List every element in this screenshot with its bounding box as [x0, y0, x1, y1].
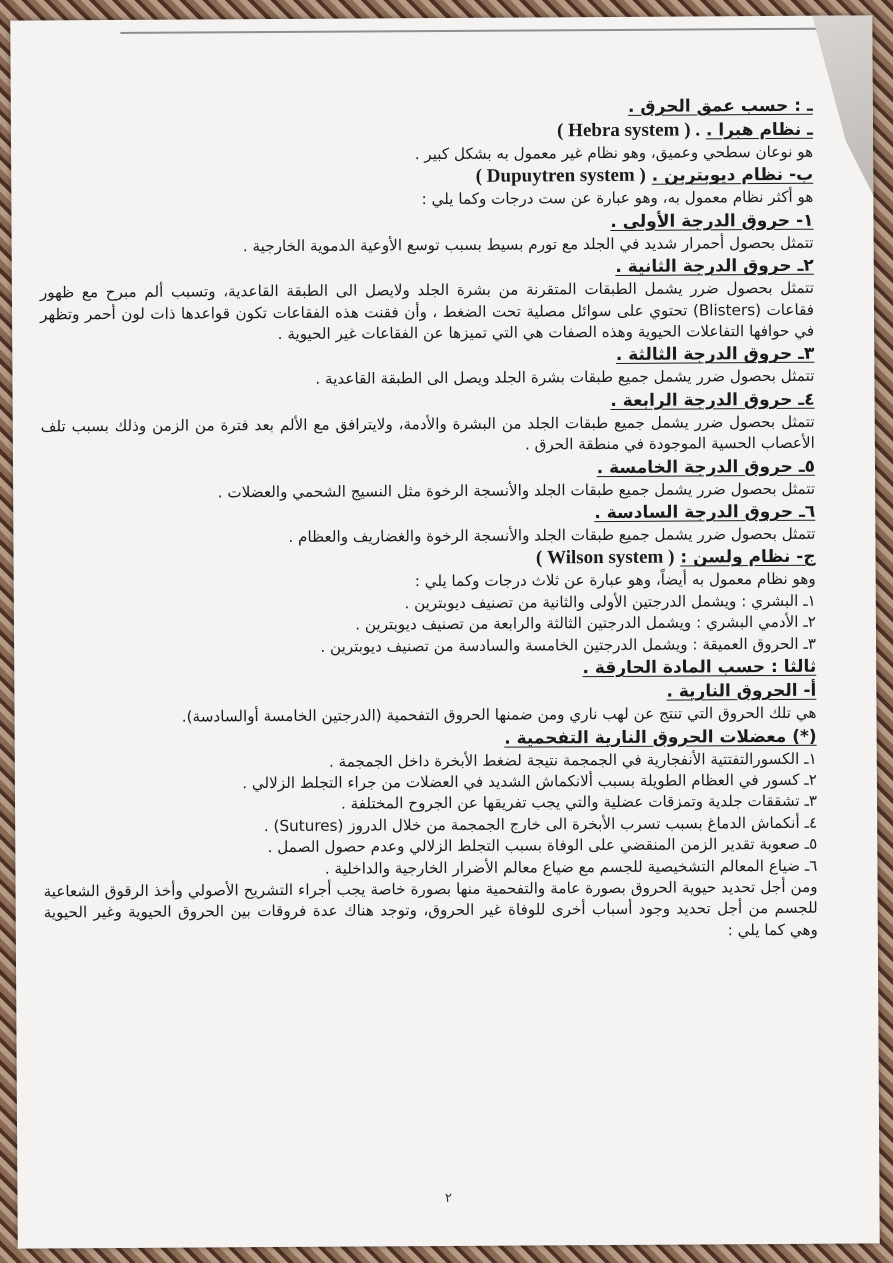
wilson-item: ٣ـ الحروق العميقة : ويشمل الدرجتين الخامسة والسادسة من تصنيف ديوبترين . — [320, 634, 817, 656]
fire-burns-desc: هي تلك الحروق التي تنتج عن لهب ناري ومن ضمنها الحروق التفحمية (الدرجتين الخامسة أوالسادسة). — [181, 703, 817, 726]
complication-item: ٦ـ ضياع المعالم التشخيصية للجسم مع ضياع معالم الأضرار الخارجية والداخلية . — [324, 856, 818, 878]
page-number: ٢ — [444, 1190, 452, 1207]
complications-title: (*) معضلات الحروق النارية التفحمية . — [504, 726, 817, 749]
hebra-desc: هو نوعان سطحي وعميق، وهو نظام غير معمول به بشكل كبير . — [414, 142, 814, 164]
document-page — [10, 15, 879, 1248]
closing-paragraph: ومن أجل تحديد حيوية الحروق بصورة عامة والتفحمية منها بصورة خاصة يجب أجراء التشريح الأصولي وأخذ الرقوق الشعاعية للجسم من أجل تحديد وجود أسباب أخرى للوفاة غير الحروق، وتوجد هناك عدة فروقات بين الحروق الحيوية وغير الحيوية وهي كما يلي : — [43, 877, 818, 940]
fire-burns-title: أ- الحروق النارية . — [666, 680, 817, 702]
degree6-title: ٦ـ حروق الدرجة السادسة . — [594, 501, 816, 524]
degree5-title: ٥ـ حروق الدرجة الخامسة . — [596, 456, 816, 478]
complication-item: ٣ـ تشققات جلدية وتمزقات عضلية والتي يجب تفريقها عن الجروح المختلفة . — [340, 792, 818, 813]
complication-item: ٢ـ كسور في العظام الطويلة بسبب ألانكماش الشديد في العضلات من جراء التجلط الزلالي . — [242, 770, 817, 793]
hebra-heading: ـ نظام هبرا . ( Hebra system ) . — [557, 119, 813, 142]
wilson-heading: ج- نظام ولسن : ( Wilson system ) — [535, 547, 816, 569]
degree6-text: تتمثل بحصول ضرر يشمل جميع طبقات الجلد والأنسجة الرخوة والغضاريف والعظام . — [288, 524, 816, 547]
complication-item: ١ـ الكسورالتفتتية الأنفجارية في الجمجمة نتيجة لضغط الأبخرة داخل الجمجمة . — [328, 749, 817, 771]
dupuytren-heading: ب- نظام ديوبتربن . ( Dupuytren system ) — [475, 165, 814, 188]
section-heading-depth: ـ : حسب عمق الحرق . — [627, 95, 813, 117]
degree4-title: ٤ـ حروق الدرجة الرابعة . — [610, 389, 815, 411]
degree1-text: تتمثل بحصول أحمرار شديد في الجلد مع تورم بسيط بسبب توسع الأوعية الدموية الخارجية . — [242, 233, 814, 256]
complication-item: ٥ـ صعوبة تقدير الزمن المنقضي على الوفاة بسبب التجلط الزلالي وعدم حصول الصمل . — [267, 834, 818, 857]
dupuytren-desc: هو أكثر نظام معمول به، وهو عبارة عن ست درجات وكما يلي : — [421, 188, 814, 209]
folded-corner — [812, 15, 873, 195]
degree2-title: ٢ـ حروق الدرجة الثانية . — [615, 255, 814, 278]
wilson-desc: وهو نظام معمول به أيضاً، وهو عبارة عن ثلاث درجات وكما يلي : — [414, 570, 816, 591]
wilson-item: ١ـ البشري : ويشمل الدرجتين الأولى والثانية من تصنيف ديوبترين . — [404, 591, 816, 613]
wilson-item: ٢ـ الأدمي البشري : ويشمل الدرجتين الثالثة والرابعة من تصنيف ديوبترين . — [355, 613, 817, 634]
top-rule — [120, 28, 840, 34]
degree4-text: تتمثل بحصول ضرر يشمل جميع طبقات الجلد من البشرة والأدمة، ولايترافق مع الألم بعد فترة من الزمن وذلك بسبب تلف الأعصاب الحسية الموجودة في منطقة الحرق . — [40, 412, 815, 454]
third-section-title: ثالثا : حسب المادة الحارقة . — [582, 656, 817, 679]
degree3-title: ٣ـ حروق الدرجة الثالثة . — [615, 344, 815, 366]
complication-item: ٤ـ أنكماش الدماغ بسبب تسرب الأبخرة الى خارج الجمجمة من خلال الدروز (Sutures) . — [263, 813, 818, 835]
degree2-text: تتمثل بحصول ضرر يشمل الطبقات المتقرنة من بشرة الجلد ولايصل الى الطبقة القاعدية، وتسبب ألم مبرح مع ظهور فقاعات (Blisters) تحتوي على سوائل مصلية تحت الضغط ، وأن فقنت هذه الفقاعات تكون قواعدها ذات لون أحمر وتظهر في حوافها التفاعلات الحيوية وهذه الصفات هي التي تميزها عن الفقاعات غير الحيوية . — [39, 278, 815, 344]
degree1-title: ١- حروق الدرجة الأولى . — [610, 210, 814, 232]
degree5-text: تتمثل بحصول ضرر يشمل جميع طبقات الجلد والأنسجة الرخوة مثل النسيج الشحمي والعضلات . — [217, 479, 816, 502]
document-body — [39, 94, 818, 946]
degree3-text: تتمثل بحصول ضرر يشمل جميع طبقات بشرة الجلد ويصل الى الطبقة القاعدية . — [315, 367, 815, 389]
